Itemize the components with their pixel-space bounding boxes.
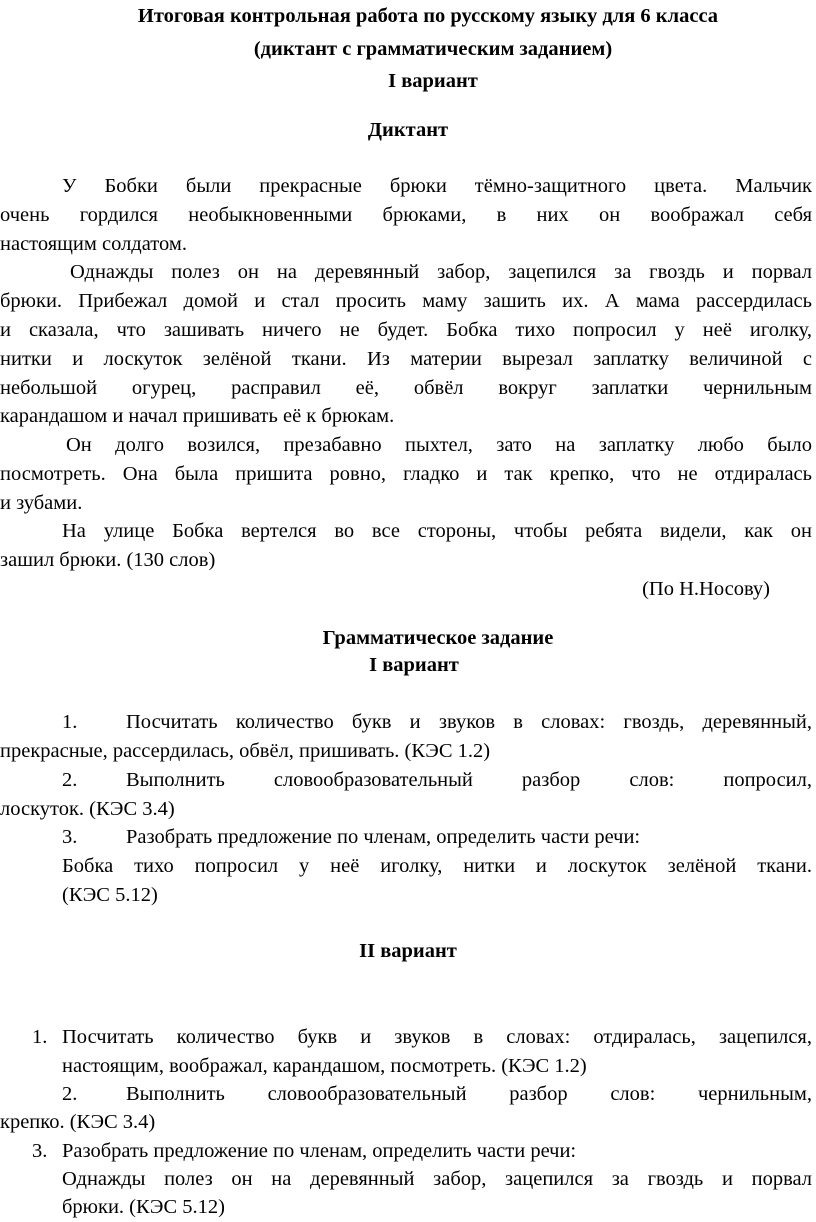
task-text: (КЭС 5.12) — [62, 884, 158, 906]
dictation-line — [0, 345, 812, 374]
task-text: крепко. (КЭС 3.4) — [0, 1111, 156, 1133]
dictation-text: очень гордился необыкновенными брюками, в них он воображал себя — [0, 204, 812, 226]
task-text: Выполнить словообразовательный разбор слов: чернильным, — [126, 1083, 812, 1105]
dictation-text: брюки. Прибежал домой и стал просить маму зашить их. А мама рассердилась — [0, 290, 812, 312]
dictation-text: Однажды полез он на деревянный забор, зацепился за гвоздь и порвал — [70, 261, 812, 283]
dictation-heading: Диктант — [367, 119, 449, 141]
task-text: настоящим, воображал, карандашом, посмотреть. (КЭС 1.2) — [62, 1055, 587, 1077]
task-line — [126, 1080, 812, 1109]
task-sentence: Однажды полез он на деревянный забор, зацепился за гвоздь и порвал — [62, 1168, 812, 1190]
task-number: 1. — [32, 1026, 48, 1048]
task-text: Разобрать предложение по членам, определить части речи: — [62, 1140, 577, 1162]
dictation-text: нитки и лоскуток зелёной ткани. Из материи вырезал заплатку величиной с — [0, 348, 812, 370]
dictation-line — [0, 287, 812, 316]
dictation-source: (По Н.Носову) — [642, 578, 770, 600]
task-number: 3. — [32, 1140, 48, 1162]
task-text: Выполнить словообразовательный разбор слов: попросил, — [126, 769, 812, 791]
task-line — [126, 708, 812, 737]
task-number: 3. — [62, 826, 78, 848]
task-sentence: Бобка тихо попросил у неё иголку, нитки и лоскуток зелёной ткани. — [62, 855, 812, 877]
task-number: 2. — [62, 769, 78, 791]
grammar-variant-1-heading: I вариант — [369, 654, 459, 676]
variant-heading-1: I вариант — [388, 70, 478, 92]
dictation-text: настоящим солдатом. — [0, 233, 187, 255]
dictation-text: небольшой огурец, расправил её, обвёл вокруг заплатки чернильным — [0, 377, 812, 399]
grammar-heading: Грамматическое задание — [322, 627, 554, 649]
task-text: брюки. (КЭС 5.12) — [62, 1196, 225, 1218]
task-text: прекрасные, рассердилась, обвёл, пришивать. (КЭС 1.2) — [0, 740, 491, 762]
dictation-text: На улице Бобка вертелся во все стороны, чтобы ребята видели, как он — [62, 520, 812, 542]
dictation-text: и сказала, что зашивать ничего не будет. Бобка тихо попросил у неё иголку, — [0, 319, 812, 341]
dictation-text: посмотреть. Она была пришита ровно, гладко и так крепко, что не отдиралась — [0, 463, 812, 485]
grammar-variant-2-heading: II вариант — [359, 940, 457, 962]
task-line — [62, 1165, 812, 1194]
dictation-line — [66, 431, 812, 460]
dictation-line — [62, 517, 812, 546]
document-title-line1: Итоговая контрольная работа по русскому языку для 6 класса — [137, 5, 719, 27]
dictation-line — [0, 201, 812, 230]
task-text: Посчитать количество букв и звуков в словах: гвоздь, деревянный, — [126, 711, 812, 733]
document-title-line2: (диктант с грамматическим заданием) — [253, 38, 613, 60]
task-line — [62, 1023, 812, 1052]
dictation-line — [0, 316, 812, 345]
dictation-line — [62, 172, 812, 201]
dictation-line — [0, 460, 812, 489]
dictation-text: У Бобки были прекрасные брюки тёмно-защитного цвета. Мальчик — [62, 175, 812, 197]
dictation-line — [70, 258, 812, 287]
task-number: 1. — [62, 711, 78, 733]
dictation-text: и зубами. — [0, 492, 83, 514]
dictation-text: карандашом и начал пришивать её к брюкам. — [0, 405, 395, 427]
task-text: Разобрать предложение по членам, определить части речи: — [126, 826, 641, 848]
dictation-line — [0, 374, 812, 403]
task-line — [62, 852, 812, 881]
dictation-text: Он долго возился, презабавно пыхтел, зато на заплатку любо было — [66, 434, 812, 456]
dictation-text: зашил брюки. (130 слов) — [0, 549, 216, 571]
task-line — [126, 766, 812, 795]
task-text: лоскуток. (КЭС 3.4) — [0, 798, 175, 820]
task-number: 2. — [62, 1083, 78, 1105]
task-text: Посчитать количество букв и звуков в словах: отдиралась, зацепился, — [62, 1026, 812, 1048]
